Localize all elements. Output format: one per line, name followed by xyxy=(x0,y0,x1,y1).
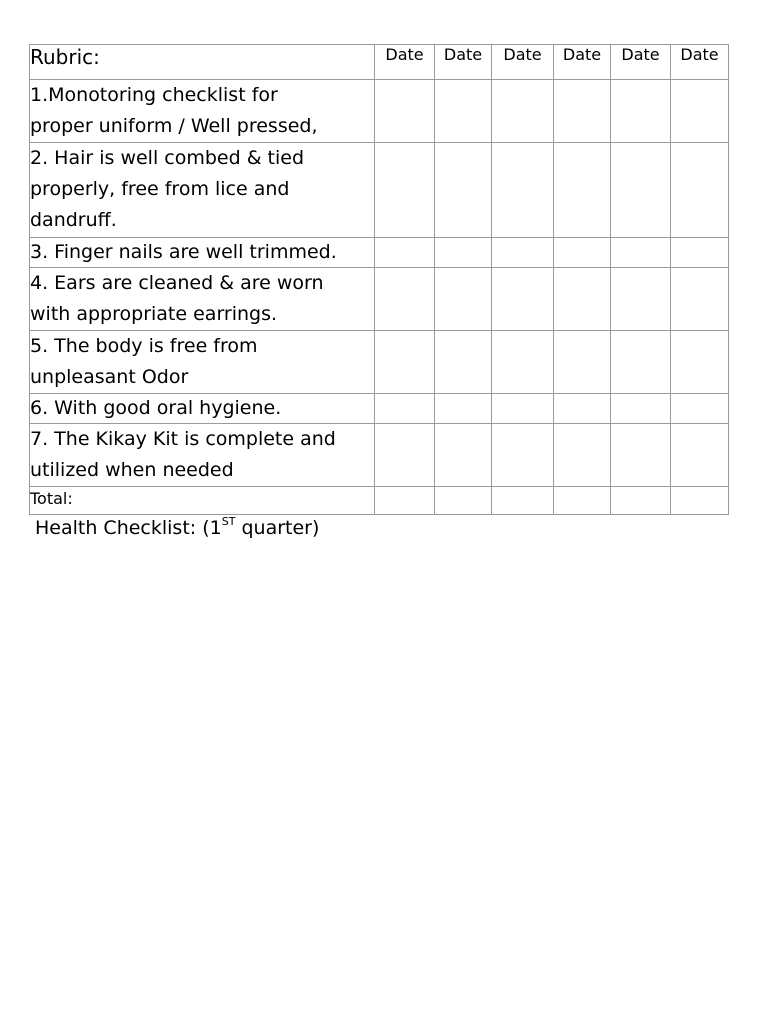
date-cell[interactable] xyxy=(435,268,492,331)
date-cell[interactable] xyxy=(375,268,435,331)
date-header: Date xyxy=(375,45,435,80)
date-cell[interactable] xyxy=(375,424,435,487)
total-cell[interactable] xyxy=(611,487,671,515)
criterion-line: 4. Ears are cleaned & are worn xyxy=(30,272,324,294)
criterion-text xyxy=(30,238,375,268)
date-cell[interactable] xyxy=(671,424,729,487)
criterion-line: utilized when needed xyxy=(30,459,234,481)
date-cell[interactable] xyxy=(671,80,729,143)
criterion-line: 7. The Kikay Kit is complete and xyxy=(30,428,336,450)
total-cell[interactable] xyxy=(435,487,492,515)
rubric-table xyxy=(29,44,729,515)
date-cell[interactable] xyxy=(611,238,671,268)
criterion-row xyxy=(30,394,729,424)
criterion-text xyxy=(30,331,375,394)
date-cell[interactable] xyxy=(492,80,554,143)
date-cell[interactable] xyxy=(492,394,554,424)
date-cell[interactable] xyxy=(671,238,729,268)
date-cell[interactable] xyxy=(375,80,435,143)
date-cell[interactable] xyxy=(671,143,729,238)
criterion-row xyxy=(30,424,729,487)
date-cell[interactable] xyxy=(611,424,671,487)
date-cell[interactable] xyxy=(492,424,554,487)
total-row xyxy=(30,487,729,515)
date-cell[interactable] xyxy=(554,394,611,424)
date-cell[interactable] xyxy=(492,268,554,331)
date-cell[interactable] xyxy=(435,80,492,143)
date-cell[interactable] xyxy=(671,268,729,331)
date-cell[interactable] xyxy=(554,424,611,487)
date-header: Date xyxy=(554,45,611,80)
criterion-text xyxy=(30,424,375,487)
criterion-line: 2. Hair is well combed & tied xyxy=(30,147,305,169)
date-cell[interactable] xyxy=(492,331,554,394)
date-cell[interactable] xyxy=(611,268,671,331)
date-cell[interactable] xyxy=(435,238,492,268)
date-cell[interactable] xyxy=(435,143,492,238)
criterion-line: 5. The body is free from xyxy=(30,335,258,357)
header-row xyxy=(30,45,729,80)
caption-suffix: quarter) xyxy=(235,517,320,539)
date-cell[interactable] xyxy=(554,80,611,143)
criterion-line: unpleasant Odor xyxy=(30,366,189,388)
date-cell[interactable] xyxy=(492,143,554,238)
date-cell[interactable] xyxy=(671,394,729,424)
criterion-row xyxy=(30,238,729,268)
criterion-row xyxy=(30,331,729,394)
date-header: Date xyxy=(435,45,492,80)
criterion-line: with appropriate earrings. xyxy=(30,303,278,325)
date-cell[interactable] xyxy=(554,238,611,268)
criterion-row xyxy=(30,80,729,143)
date-cell[interactable] xyxy=(375,143,435,238)
date-cell[interactable] xyxy=(611,143,671,238)
criterion-text xyxy=(30,268,375,331)
date-cell[interactable] xyxy=(554,331,611,394)
criterion-row xyxy=(30,143,729,238)
checklist-caption xyxy=(35,515,319,541)
date-cell[interactable] xyxy=(671,331,729,394)
total-cell[interactable] xyxy=(492,487,554,515)
criterion-row xyxy=(30,268,729,331)
criterion-text xyxy=(30,80,375,143)
criterion-line: proper uniform / Well pressed, xyxy=(30,115,318,137)
date-cell[interactable] xyxy=(554,268,611,331)
date-header: Date xyxy=(671,45,729,80)
rubric-sheet xyxy=(29,44,729,515)
criterion-line: 6. With good oral hygiene. xyxy=(30,397,282,419)
criterion-line: dandruff. xyxy=(30,209,117,231)
date-cell[interactable] xyxy=(375,331,435,394)
criterion-text xyxy=(30,394,375,424)
criterion-text xyxy=(30,143,375,238)
date-cell[interactable] xyxy=(611,394,671,424)
rubric-header-label: Rubric: xyxy=(30,45,375,80)
total-label: Total: xyxy=(30,487,375,515)
date-cell[interactable] xyxy=(435,331,492,394)
date-header: Date xyxy=(611,45,671,80)
date-cell[interactable] xyxy=(375,394,435,424)
total-cell[interactable] xyxy=(554,487,611,515)
criterion-line: properly, free from lice and xyxy=(30,178,290,200)
date-cell[interactable] xyxy=(435,424,492,487)
caption-prefix: Health Checklist: (1 xyxy=(35,517,222,539)
date-header: Date xyxy=(492,45,554,80)
total-cell[interactable] xyxy=(375,487,435,515)
date-cell[interactable] xyxy=(611,80,671,143)
date-cell[interactable] xyxy=(611,331,671,394)
criterion-line: 1.Monotoring checklist for xyxy=(30,84,278,106)
criterion-line: 3. Finger nails are well trimmed. xyxy=(30,241,337,263)
date-cell[interactable] xyxy=(435,394,492,424)
date-cell[interactable] xyxy=(375,238,435,268)
caption-superscript: ST xyxy=(221,515,236,528)
total-cell[interactable] xyxy=(671,487,729,515)
date-cell[interactable] xyxy=(554,143,611,238)
date-cell[interactable] xyxy=(492,238,554,268)
